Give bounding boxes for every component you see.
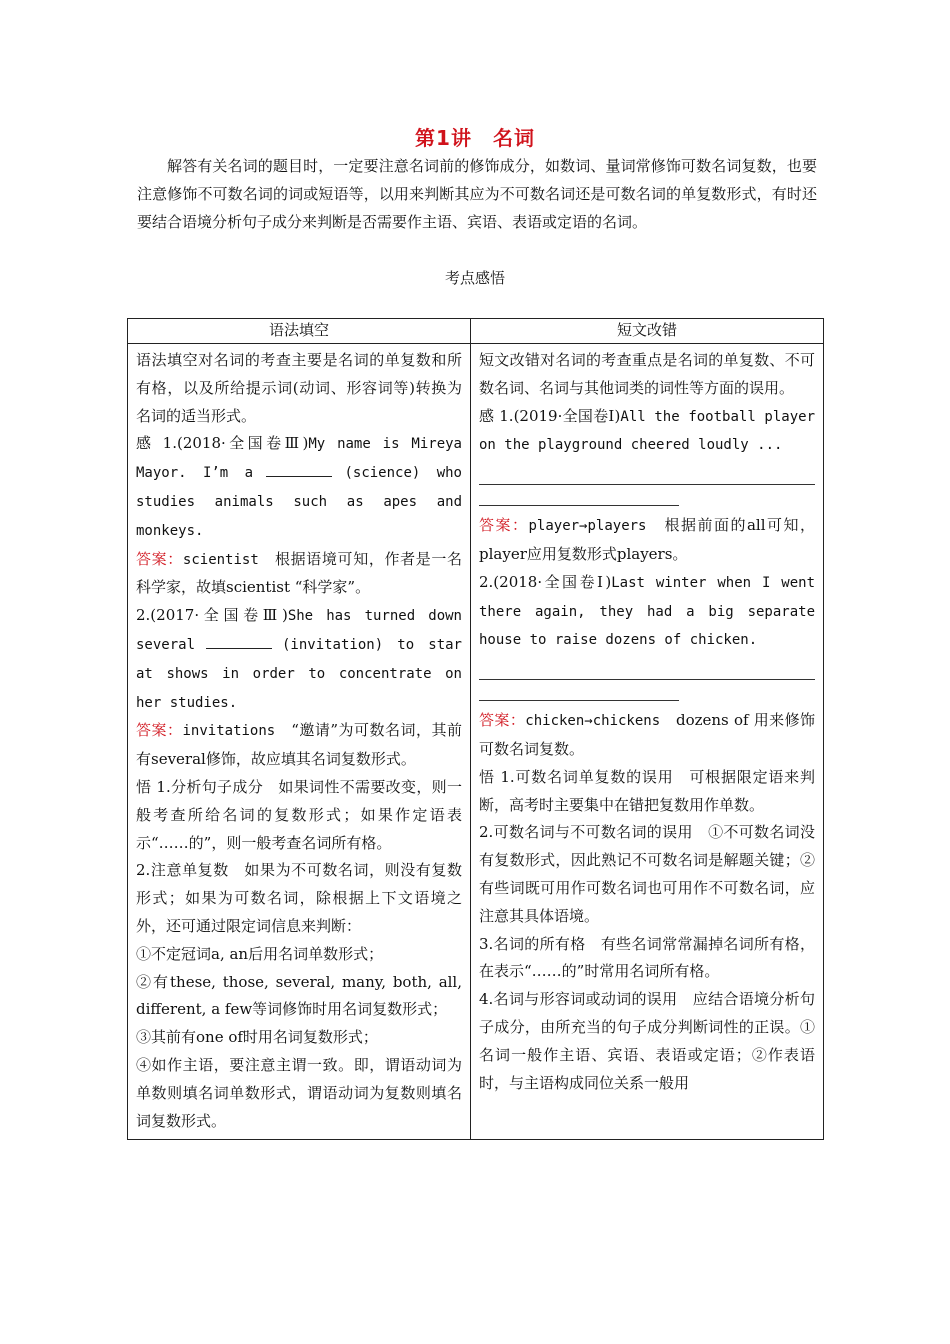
right-insight-4: 4.名词与形容词或动词的误用 应结合语境分析句子成分，由所充当的句子成分判断词性的正误。①名词一般作主语、宾语、表语或定语；②作表语时，与主语构成同位关系一般用	[479, 990, 815, 1092]
right-q1-prefix: 感 1.(2019·全国卷Ⅰ)	[479, 406, 621, 425]
left-question-2	[136, 602, 462, 717]
right-a2-word: chicken→chickens	[525, 713, 661, 730]
right-a1-word: player→players	[528, 518, 647, 535]
right-a2-explanation: dozens of 用来修饰可数名词复数。	[479, 711, 815, 758]
left-column	[128, 344, 471, 1140]
comparison-table	[127, 318, 824, 1140]
left-a2-word: invitations	[182, 723, 276, 740]
right-q2-prefix: 2.(2018·全国卷Ⅰ)	[479, 572, 612, 591]
right-insight-1: 悟 1.可数名词单复数的误用 可根据限定语来判断，高考时主要集中在错把复数用作单数。	[479, 767, 815, 814]
left-a1-explanation: 根据语境可知，作者是一名科学家，故填scientist “科学家”。	[136, 549, 462, 597]
intro-paragraph: 解答有关名词的题目时，一定要注意名词前的修饰成分，如数词、量词常修饰可数名词复数，也要注意修饰不可数名词的词或短语等，以用来判断其应为不可数名词还是可数名词的单复数形式，有时还要结合语境分析句子成分来判断是否需要作主语、宾语、表语或定语的名词。	[137, 157, 817, 231]
right-column	[471, 344, 824, 1140]
right-question-2	[479, 569, 815, 655]
left-insight-2-rule-2: ②有these, those, several, many, both, all, different, a few等词修饰时用名词复数形式；	[136, 972, 462, 1019]
answer-blank	[206, 634, 272, 649]
left-question-1	[136, 430, 462, 545]
header-grammar-fill: 语法填空	[128, 319, 471, 344]
right-a1-explanation: 根据前面的all可知，player应用复数形式players。	[479, 516, 815, 563]
left-q1-text-a: My name is Mireya Mayor. I’m a	[136, 436, 462, 482]
answer-blank	[266, 462, 332, 477]
table-body-row	[128, 344, 824, 1140]
right-intro: 短文改错对名词的考查重点是名词的单复数、不可数名词、名词与其他词类的词性等方面的误用。	[479, 351, 815, 397]
left-insight-2-rule-4: ④如作主语，要注意主谓一致。即，谓语动词为单数则填名词单数形式，谓语动词为复数则填名词复数形式。	[136, 1055, 462, 1130]
left-a1-word: scientist	[182, 551, 259, 568]
left-a2-explanation: “邀请”为可数名词，其前有several修饰，故应填其名词复数形式。	[136, 721, 462, 769]
page-title: 第1讲 名词	[415, 126, 535, 150]
left-q2-text-b: (invitation) to star at shows in order to concentrate on her studies.	[136, 636, 462, 711]
left-answer-1	[136, 546, 462, 603]
right-q2-text: Last winter when I went there again, they had a big separate house to raise dozens of chicken.	[479, 574, 815, 649]
answer-line	[479, 682, 679, 701]
answer-line	[479, 661, 815, 680]
left-insight-1: 悟 1.分析句子成分 如果词性不需要改变，则一般考查所给名词的复数形式；如果作定语表示“……的”，则一般考查名词所有格。	[136, 777, 462, 852]
right-insight-2: 2.可数名词与不可数名词的误用 ①不可数名词没有复数形式，因此熟记不可数名词是解题关键；②有些词既可用作可数名词也可用作不可数名词，应注意其具体语境。	[479, 823, 815, 925]
left-insight-2-rule-3: ③其前有one of时用名词复数形式；	[136, 1028, 378, 1047]
left-intro: 语法填空对名词的考查主要是名词的单复数和所有格，以及所给提示词(动词、形容词等)转换为名词的适当形式。	[136, 351, 462, 425]
left-q1-prefix: 感 1.(2018·全国卷Ⅲ)	[136, 434, 309, 453]
right-question-1	[479, 403, 815, 461]
header-error-correction: 短文改错	[471, 319, 824, 344]
left-insight-2-rule-1: ①不定冠词a, an后用名词单数形式；	[136, 944, 384, 963]
right-answer-1	[479, 512, 815, 569]
answer-label: 答案：	[136, 549, 183, 568]
answer-label: 答案：	[479, 516, 529, 535]
table-header-row	[128, 319, 824, 344]
answer-line	[479, 487, 679, 506]
right-insight-3: 3.名词的所有格 有些名词常常漏掉名词所有格，在表示“……的”时常用名词所有格。	[479, 934, 815, 981]
left-q2-prefix: 2.(2017·全国卷Ⅲ)	[136, 606, 288, 625]
left-insight-2: 2.注意单复数 如果为不可数名词，则没有复数形式；如果为可数名词，除根据上下文语境之外，还可通过限定词信息来判断：	[136, 861, 462, 935]
answer-line	[479, 466, 815, 485]
section-title: 考点感悟	[444, 269, 505, 287]
right-q1-text: All the football player on the playground cheered loudly ...	[479, 408, 815, 454]
left-answer-2	[136, 717, 462, 774]
left-q1-text-b: (science) who studies animals such as apes and monkeys.	[136, 465, 462, 539]
right-answer-2	[479, 707, 815, 764]
left-q2-text-a: She has turned down several	[136, 608, 462, 653]
answer-label: 答案：	[479, 711, 526, 730]
answer-label: 答案：	[136, 721, 183, 740]
